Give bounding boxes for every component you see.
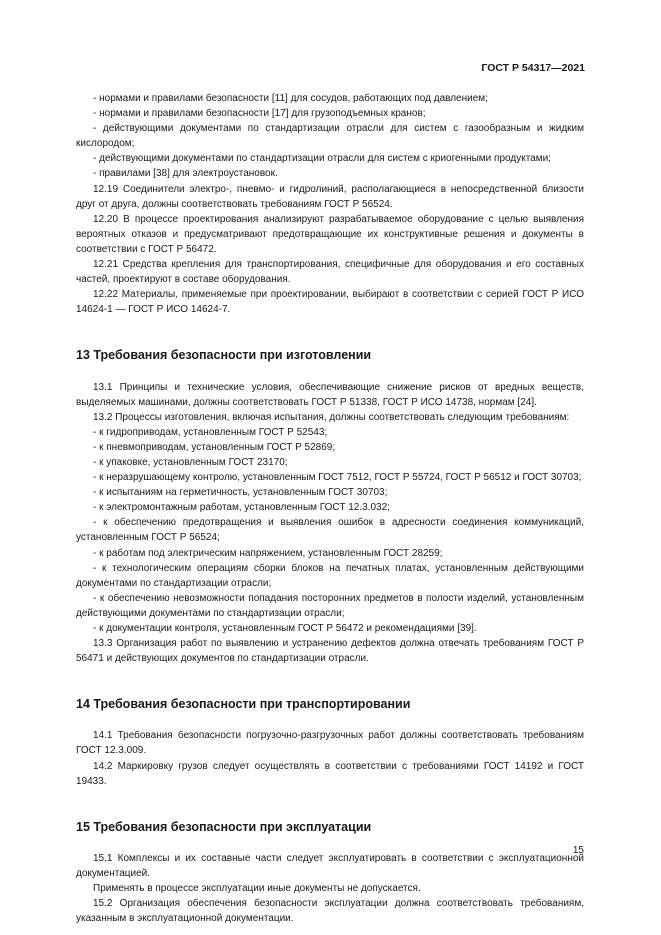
list-item: - к пневмоприводам, установленным ГОСТ Р 52869; bbox=[93, 441, 336, 453]
list-item: - к обеспечению невозможности попадания посторонних предметов в полости изделий, установленным действующими документами по стандартизации отрасли; bbox=[76, 592, 584, 619]
paragraph: 15.1 Комплексы и их составные части следует эксплуатировать в соответствии с эксплуатационной документацией. bbox=[76, 852, 584, 879]
paragraph: 12.22 Материалы, применяемые при проектировании, выбирают в соответствии с серией ГОСТ Р ИСО 14624-1 — ГОСТ Р ИСО 14624-7. bbox=[76, 289, 584, 316]
paragraph: 13.1 Принципы и технические условия, обеспечивающие снижение рисков от вредных веществ, выделяемых машинами, должны соответствовать ГОСТ Р 51338, ГОСТ Р ИСО 14738, нормам [24]. bbox=[76, 381, 584, 408]
paragraph: 14.1 Требования безопасности погрузочно-разгрузочных работ должны соответствовать требованиям ГОСТ 12.3.009. bbox=[76, 730, 584, 757]
list-item: - к неразрушающему контролю, установленным ГОСТ 7512, ГОСТ Р 55724, ГОСТ Р 56512 и ГОСТ 30703; bbox=[93, 472, 582, 484]
page-number: 15 bbox=[572, 845, 584, 856]
paragraph: - действующими документами по стандартизации отрасли для систем с газообразным и жидким кислородом; bbox=[76, 123, 584, 150]
paragraph: 12.21 Средства крепления для транспортирования, специфичные для оборудования и его составных частей, проектируют в составе оборудования. bbox=[76, 259, 584, 286]
list-item: - к работам под электрическим напряжением, установленным ГОСТ 28259; bbox=[93, 547, 443, 559]
document-body bbox=[76, 91, 584, 926]
paragraph: - действующими документами по стандартизации отрасли для систем с криогенными продуктами; bbox=[93, 153, 551, 165]
list-item: - к технологическим операциям сборки блоков на печатных платах, установленным действующими документами по стандартизации отрасли; bbox=[76, 562, 584, 589]
list-item: - к документации контроля, установленным ГОСТ Р 56472 и рекомендациями [39]. bbox=[93, 623, 477, 634]
paragraph: 13.3 Организация работ по выявлению и устранению дефектов должна отвечать требованиям ГОСТ Р 56471 и действующих документов по стандартизации отрасли. bbox=[76, 638, 584, 665]
paragraph: - нормами и правилами безопасности [11] для сосудов, работающих под давлением; bbox=[93, 93, 488, 104]
paragraph: 13.2 Процессы изготовления, включая испытания, должны соответствовать следующим требованиям: bbox=[93, 411, 570, 423]
section-heading: 13 Требования безопасности при изготовлении bbox=[76, 348, 372, 363]
paragraph: 15.2 Организация обеспечения безопасности эксплуатации должна соответствовать требованиям, указанным в эксплуатационной документации. bbox=[76, 898, 584, 925]
section-heading: 14 Требования безопасности при транспортировании bbox=[76, 697, 411, 712]
list-item: - к гидроприводам, установленным ГОСТ Р 52543; bbox=[93, 426, 328, 438]
list-item: - к обеспечению предотвращения и выявления ошибок в адресности соединения коммуникаций, установленным ГОСТ Р 56524; bbox=[76, 517, 584, 544]
paragraph: 14.2 Маркировку грузов следует осуществлять в соответствии с требованиями ГОСТ 14192 и ГОСТ 19433. bbox=[76, 760, 584, 787]
list-item: - к испытаниям на герметичность, установленным ГОСТ 30703; bbox=[93, 487, 388, 499]
section-heading: 15 Требования безопасности при эксплуатации bbox=[76, 819, 372, 834]
document-header: ГОСТ Р 54317—2021 bbox=[481, 62, 585, 74]
list-item: - к электромонтажным работам, установленным ГОСТ 12.3.032; bbox=[93, 502, 390, 514]
paragraph: 12.19 Соединители электро-, пневмо- и гидролиний, располагающиеся в непосредственной близости друг от друга, должны соответствовать требованиям ГОСТ Р 56524. bbox=[76, 183, 584, 210]
list-item: - к упаковке, установленным ГОСТ 23170; bbox=[93, 456, 288, 468]
paragraph: - нормами и правилами безопасности [17] для грузоподъемных кранов; bbox=[93, 108, 426, 120]
paragraph: 12.20 В процессе проектирования анализируют разрабатываемое оборудование с целью выявления вероятных отказов и предусматривают предотвращающие их конструктивные решения и документы в соответствии с ГОСТ Р 56472. bbox=[76, 213, 584, 255]
paragraph: Применять в процессе эксплуатации иные документы не допускается. bbox=[93, 883, 421, 895]
paragraph: - правилами [38] для электроустановок. bbox=[93, 168, 278, 180]
